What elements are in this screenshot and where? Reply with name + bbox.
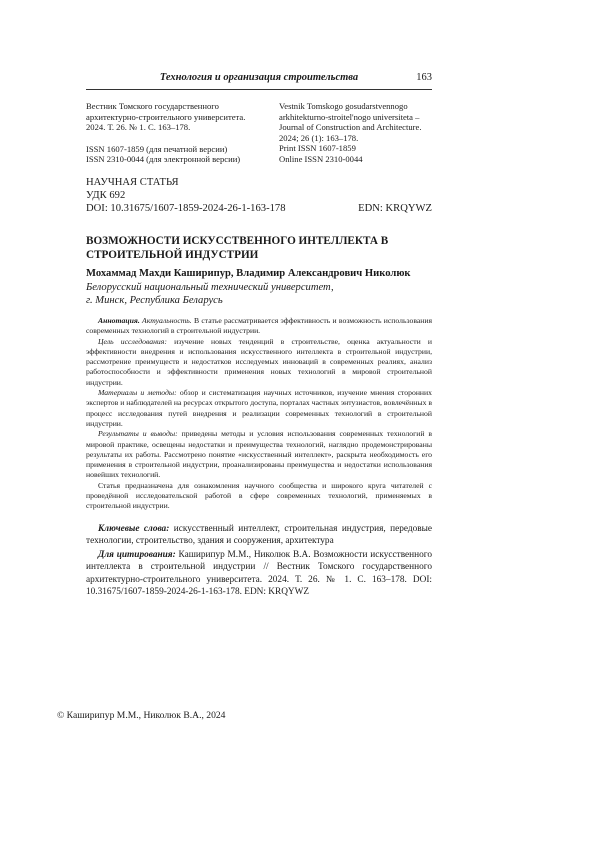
abstract-audience: Статья предназначена для ознакомления научного сообщества и широкого круга читателей с проведённой исследовательской работой в сфере современных технологий, применяемых в строительной индустрии. (86, 480, 432, 511)
authors: Мохаммад Махди Каширипур, Владимир Александрович Николюк (86, 268, 411, 279)
journal-info-line: Online ISSN 2310-0044 (279, 153, 363, 164)
methods-text: обзор и систематизация научных источников, изучение мнения сторонних экспертов и наблюдателей на ресурсах открытого доступа, порталах частных энтузиастов, вовлечённых в процесс исследования путей внедрения и реализации современных технологий в строительной индустрии. (86, 388, 433, 428)
issn-online: ISSN 2310-0044 (для электронной версии) (86, 154, 241, 165)
journal-info-line: arkhitekturno-stroitel'nogo universiteta – (279, 111, 420, 122)
results-text: приведены методы и условия использования современных технологий в мировой практике, освещены недостатки и преимущества технологий, наглядно продемонстрированы результаты их работы. Рассмотрено понятие «искусственный интеллект», раскрыта необходимость его применения в строительной индустрии, проанализированы преимущества и недостатки использования новейших технологий. (86, 429, 432, 480)
affiliation (86, 281, 432, 307)
journal-info-line: архитектурно-строительного университета. (86, 111, 246, 122)
running-title: Технология и организация строительства (86, 71, 432, 90)
issn-print: ISSN 1607-1859 (для печатной версии) (86, 143, 228, 154)
journal-info-line: Journal of Construction and Architecture. (279, 122, 422, 133)
page-number: 163 (416, 72, 432, 83)
citation (86, 549, 432, 598)
article-type: НАУЧНАЯ СТАТЬЯ (86, 177, 179, 188)
methods-label: Материалы и методы: (98, 388, 177, 398)
keywords-text: искусственный интеллект, строительная индустрия, передовые технологии, строительство, здания и сооружения, архитектура (86, 524, 433, 547)
abstract-methods (86, 388, 432, 429)
journal-info-line: Вестник Томского государственного (86, 101, 219, 111)
udc-code: УДК 692 (86, 190, 126, 201)
abstract-aim (86, 337, 432, 388)
edn-code: EDN: KRQYWZ (358, 203, 432, 214)
copyright: © Каширипур М.М., Николюк В.А., 2024 (57, 710, 226, 721)
abstract (86, 316, 432, 512)
abstract-results (86, 429, 432, 480)
journal-info-line: Print ISSN 1607-1859 (279, 143, 356, 154)
abstract-label: Аннотация. (98, 316, 140, 325)
results-label: Результаты и выводы: (98, 429, 178, 439)
affiliation-city: г. Минск, Республика Беларусь (86, 295, 223, 306)
relevance-label: Актуальность. (142, 316, 192, 325)
article-title: ВОЗМОЖНОСТИ ИСКУССТВЕННОГО ИНТЕЛЛЕКТА В СТРОИТЕЛЬНОЙ ИНДУСТРИИ (86, 235, 389, 261)
journal-info-line: 2024. Т. 26. № 1. С. 163–178. (86, 122, 191, 133)
affiliation-org: Белорусский национальный технический университет, (86, 282, 334, 293)
journal-info-en (279, 101, 439, 165)
citation-text: Каширипур М.М., Николюк В.А. Возможности искусственного интеллекта в строительной индустрии // Вестник Томского государственного архитектурно-строительного университета. 2024. Т. 26. № 1. С. 163–178. DOI: 10.31675/1607-1859-2024-26-1-163-178. EDN: KRQYWZ (86, 550, 432, 597)
relevance-text: В статье рассматривается эффективность и возможность использования современных технологий в строительной индустрии. (86, 316, 433, 336)
journal-info-ru (86, 101, 276, 165)
abstract-relevance (86, 316, 432, 337)
journal-info-line: Vestnik Tomskogo gosudarstvennogo (279, 101, 408, 111)
aim-label: Цель исследования: (98, 336, 167, 346)
journal-info-line: 2024; 26 (1): 163–178. (279, 132, 359, 143)
doi-link[interactable]: DOI: 10.31675/1607-1859-2024-26-1-163-178 (86, 203, 286, 214)
citation-label: Для цитирования: (98, 550, 176, 560)
keywords-label: Ключевые слова: (98, 524, 170, 534)
article-info (86, 176, 432, 215)
aim-text: изучение новых тенденций в строительстве, оценка актуальности и эффективности внедрения и использования искусственного интеллекта в строительной индустрии, рассмотрение преимуществ и недостатков исследуемых инноваций в современных реалиях, анализ работоспособности и эффективности применения новых технологий в мировой строительной индустрии. (86, 336, 432, 387)
keywords (86, 523, 432, 548)
